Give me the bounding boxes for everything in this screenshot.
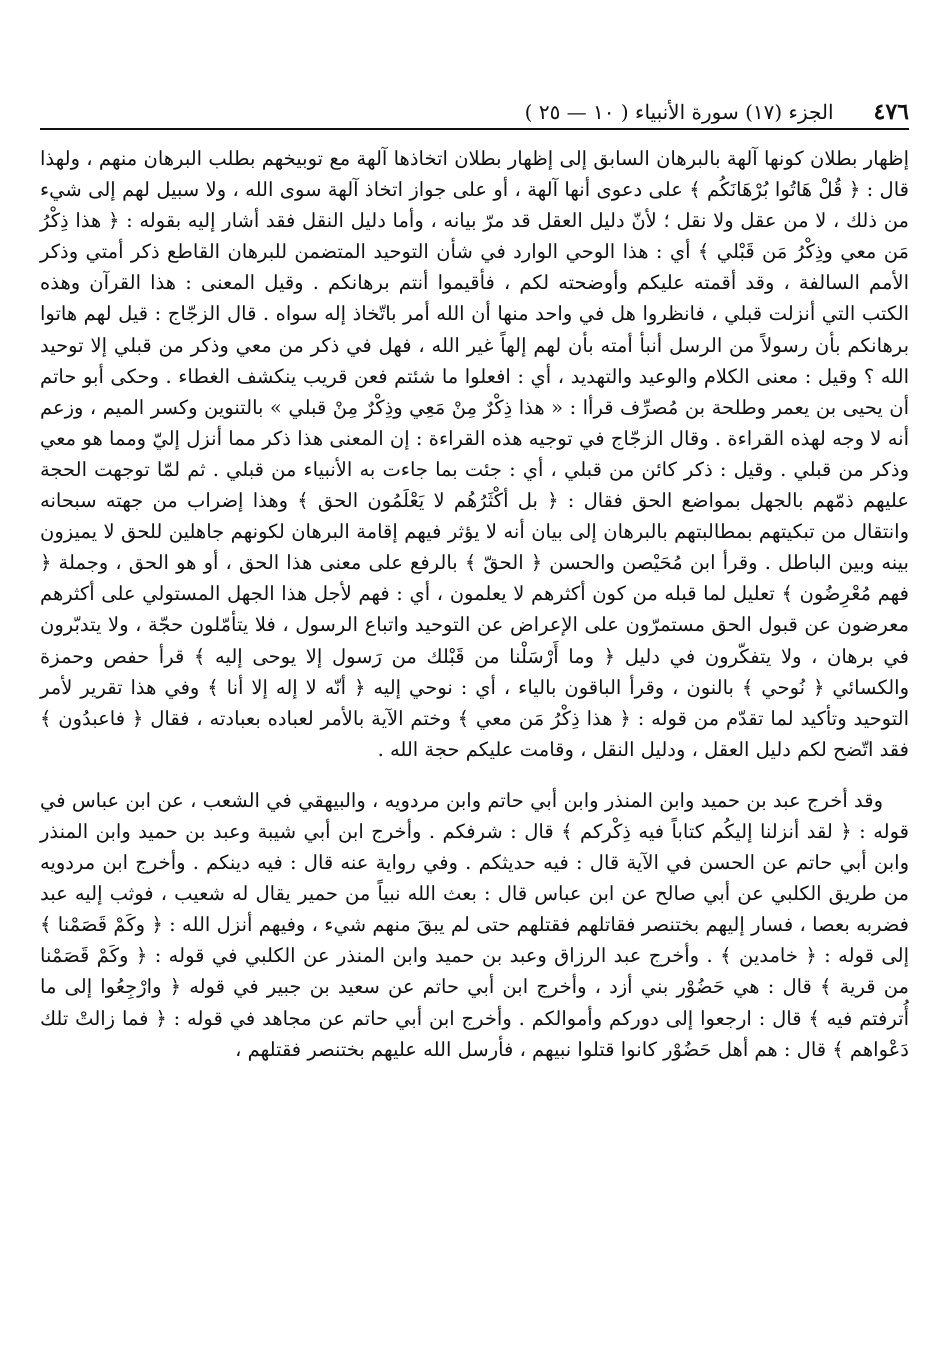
header-rule: [40, 128, 909, 130]
page-number: ٤٧٦: [873, 99, 909, 125]
page-header: [40, 92, 909, 126]
running-title: الجزء (١٧) سورة الأنبياء ( ١٠ — ٢٥ ): [524, 100, 834, 124]
body-text: [40, 143, 909, 1065]
paragraph-narrations: وقد أخرج عبد بن حميد وابن المنذر وابن أبي حاتم وابن مردويه ، والبيهقي في الشعب ، عن ابن عباس في قوله : ﴿ لقد أنزلنا إليكُم كتاباً فيه ذِكْركم ﴾ قال : شرفكم . وأخرج ابن أبي شيبة وعبد بن حميد وابن المنذر وابن أبي حاتم عن الحسن في الآية قال : فيه حديثكم . وفي رواية عنه قال : فيه دينكم . وأخرج ابن مردويه من طريق الكلبي عن أبي صالح عن ابن عباس قال : بعث الله نبياً من حمير يقال له شعيب ، فوثب إليه عبد فضربه بعصا ، فسار إليهم بختنصر فقاتلهم فقتلهم حتى لم يبقَ منهم شيء ، وفيهم أنزل الله : ﴿ وكَمْ قَصَمْنا ﴾ إلى قوله : ﴿ خامدين ﴾ . وأخرج عبد الرزاق وعبد بن حميد وابن المنذر عن الكلبي في قوله : ﴿ وكَمْ قَصَمْنا من قرية ﴾ قال : هي حَضُوْر بني أزد ، وأخرج ابن أبي حاتم عن سعيد بن جبير في قوله ﴿ وارْجِعُوا إلى ما أُترفتم فيه ﴾ قال : ارجعوا إلى دوركم وأموالكم . وأخرج ابن أبي حاتم عن مجاهد في قوله : ﴿ فما زالتْ تلك دَعْواهم ﴾ قال : هم أهل حَضُوْر كانوا قتلوا نبيهم ، فأرسل الله عليهم بختنصر فقتلهم ،: [40, 788, 909, 1061]
paragraph-commentary: إظهار بطلان كونها آلهة بالبرهان السابق إلى إظهار بطلان اتخاذها آلهة مع توبيخهم بطلب البرهان منهم ، ولهذا قال : ﴿ قُلْ هَاتُوا بُرْهَانَكُم ﴾ على دعوى أنها آلهة ، أو على جواز اتخاذ آلهة سوى الله ، ولا سبيل لهم إلى شيء من ذلك ، لا من عقل ولا نقل ؛ لأنّ دليل العقل قد مرّ بيانه ، وأما دليل النقل فقد أشار إليه بقوله : ﴿ هذا ذِكْرُ مَن معي وذِكْرُ مَن قَبْلي ﴾ أي : هذا الوحي الوارد في شأن التوحيد المتضمن للبرهان القاطع ذكر أمتي وذكر الأمم السالفة ، وقد أقمته عليكم وأوضحته لكم ، فأقيموا أنتم برهانكم . وقيل المعنى : هذا القرآن وهذه الكتب التي أنزلت قبلي ، فانظروا هل في واحد منها أن الله أمر باتّخاذ إله سواه . قال الزجّاج : قيل لهم هاتوا برهانكم بأن رسولاً من الرسل أنبأ أمته بأن لهم إلهاً غير الله ، فهل في ذكر من معي وذكر من قبلي إلا توحيد الله ؟ وقيل : معنى الكلام والوعيد والتهديد ، أي : افعلوا ما شئتم فعن قريب ينكشف الغطاء . وحكى أبو حاتم أن يحيى بن يعمر وطلحة بن مُصرِّف قرأا : « هذا ذِكْرٌ مِنْ مَعِي وذِكْرٌ مِنْ قبلي » بالتنوين وكسر الميم ، وزعم أنه لا وجه لهذه القراءة . وقال الزجّاج في توجيه هذه القراءة : إن المعنى هذا ذكر مما أنزل إليّ ومما هو معي وذكر من قبلي . وقيل : ذكر كائن من قبلي ، أي : جئت بما جاءت به الأنبياء من قبلي . ثم لمّا توجهت الحجة عليهم ذمّهم بالجهل بمواضع الحق فقال : ﴿ بل أكْثَرُهُم لا يَعْلَمُون الحق ﴾ وهذا إضراب من جهته سبحانه وانتقال من تبكيتهم بمطالبتهم بالبرهان إلى بيان أنه لا يؤثر فيهم إقامة البرهان لكونهم جاهلين للحق لا يميزون بينه وبين الباطل . وقرأ ابن مُحَيْصن والحسن ﴿ الحقّ ﴾ بالرفع على معنى هذا الحق ، أو هو الحق ، وجملة ﴿ فهم مُعْرِضُون ﴾ تعليل لما قبله من كون أكثرهم لا يعلمون ، أي : فهم لأجل هذا الجهل المستولي على أكثرهم معرضون عن قبول الحق مستمرّون على الإعراض عن التوحيد واتباع الرسول ، فلا يتأمّلون حجّة ، ولا يتدبّرون في برهان ، ولا يتفكّرون في دليل ﴿ وما أَرْسَلْنا من قَبْلك من رَسول إلا يوحى إليه ﴾ قرأ حفص وحمزة والكسائي ﴿ نُوحي ﴾ بالنون ، وقرأ الباقون بالياء ، أي : نوحي إليه ﴿ أنّه لا إله إلا أنا ﴾ وفي هذا تقرير لأمر التوحيد وتأكيد لما تقدّم من قوله : ﴿ هذا ذِكْرُ مَن معي ﴾ وختم الآية بالأمر لعباده بعبادته ، فقال ﴿ فاعبدُون ﴾ فقد اتّضح لكم دليل العقل ، ودليل النقل ، وقامت عليكم حجة الله .: [40, 147, 909, 761]
